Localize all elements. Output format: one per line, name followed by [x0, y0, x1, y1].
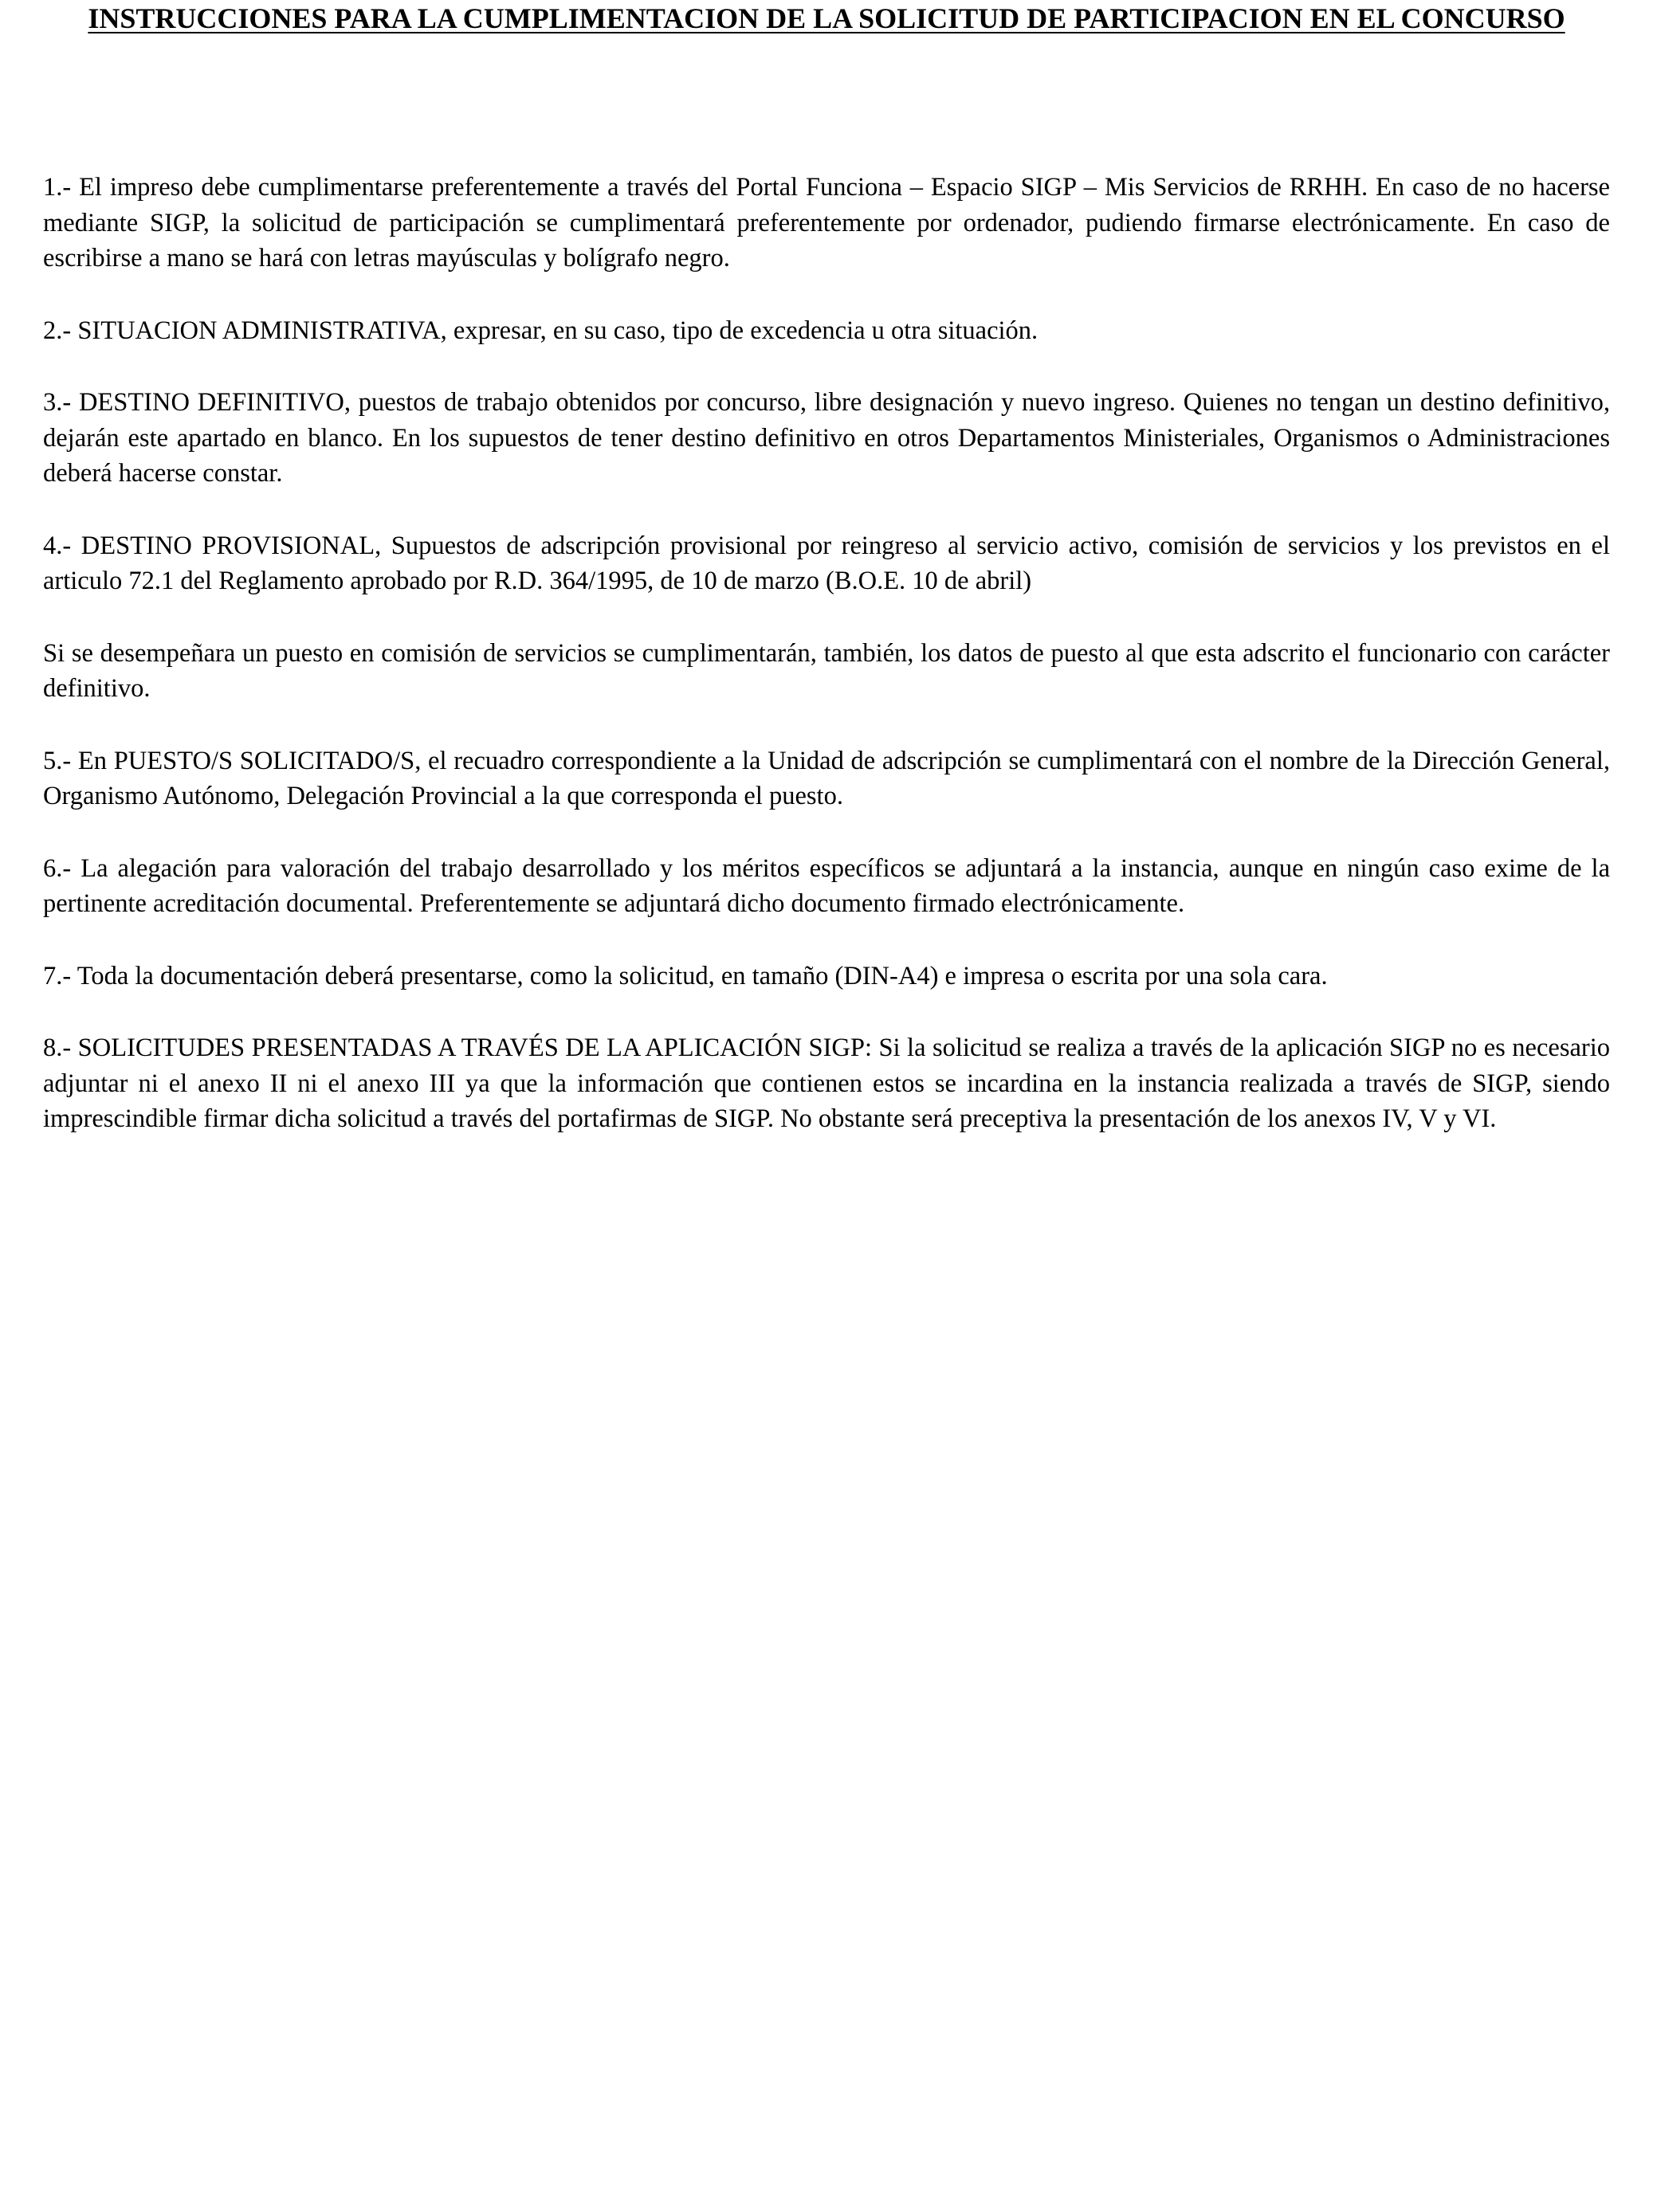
instruction-paragraph-4: 4.- DESTINO PROVISIONAL, Supuestos de adscripción provisional por reingreso al servicio activo, comisión de servicios y los previstos en el articulo 72.1 del Reglamento aprobado por R.D. 364/1995, de 10 de marzo (B.O.E. 10 de abril) [43, 531, 1610, 595]
instruction-paragraph-7: 7.- Toda la documentación deberá presentarse, como la solicitud, en tamaño (DIN-A4) e impresa o escrita por una sola cara. [43, 961, 1328, 990]
instruction-paragraph-6: 6.- La alegación para valoración del trabajo desarrollado y los méritos específicos se adjuntará a la instancia, aunque en ningún caso exime de la pertinente acreditación documental. Preferentemente se adjuntará dicho documento firmado electrónicamente. [43, 853, 1610, 918]
instruction-paragraph-4-note: Si se desempeñara un puesto en comisión de servicios se cumplimentarán, también, los datos de puesto al que esta adscrito el funcionario con carácter definitivo. [43, 638, 1610, 703]
instruction-paragraph-1: 1.- El impreso debe cumplimentarse preferentemente a través del Portal Funciona – Espacio SIGP – Mis Servicios de RRHH. En caso de no hacerse mediante SIGP, la solicitud de participación se cumplimentará preferentemente por ordenador, pudiendo firmarse electrónicamente. En caso de escribirse a mano se hará con letras mayúsculas y bolígrafo negro. [43, 173, 1610, 273]
instruction-paragraph-3: 3.- DESTINO DEFINITIVO, puestos de trabajo obtenidos por concurso, libre designación y nuevo ingreso. Quienes no tengan un destino definitivo, dejarán este apartado en blanco. En los supuestos de tener destino definitivo en otros Departamentos Ministeriales, Organismos o Administraciones deberá hacerse constar. [43, 388, 1610, 488]
instruction-paragraph-5: 5.- En PUESTO/S SOLICITADO/S, el recuadro correspondiente a la Unidad de adscripción se cumplimentará con el nombre de la Dirección General, Organismo Autónomo, Delegación Provincial a la que corresponda el puesto. [43, 746, 1610, 810]
instruction-paragraph-2: 2.- SITUACION ADMINISTRATIVA, expresar, en su caso, tipo de excedencia u otra situación. [43, 316, 1039, 345]
instruction-paragraph-8: 8.- SOLICITUDES PRESENTADAS A TRAVÉS DE LA APLICACIÓN SIGP: Si la solicitud se realiza a través de la aplicación SIGP no es necesario adjuntar ni el anexo II ni el anexo III ya que la información que contienen estos se incardina en la instancia realizada a través de SIGP, siendo imprescindible firmar dicha solicitud a través del portafirmas de SIGP. No obstante será preceptiva la presentación de los anexos IV, V y VI. [43, 1033, 1610, 1133]
document-title: INSTRUCCIONES PARA LA CUMPLIMENTACION DE LA SOLICITUD DE PARTICIPACION EN EL CONCURSO [88, 2, 1565, 34]
instructions-body [43, 170, 1610, 1174]
